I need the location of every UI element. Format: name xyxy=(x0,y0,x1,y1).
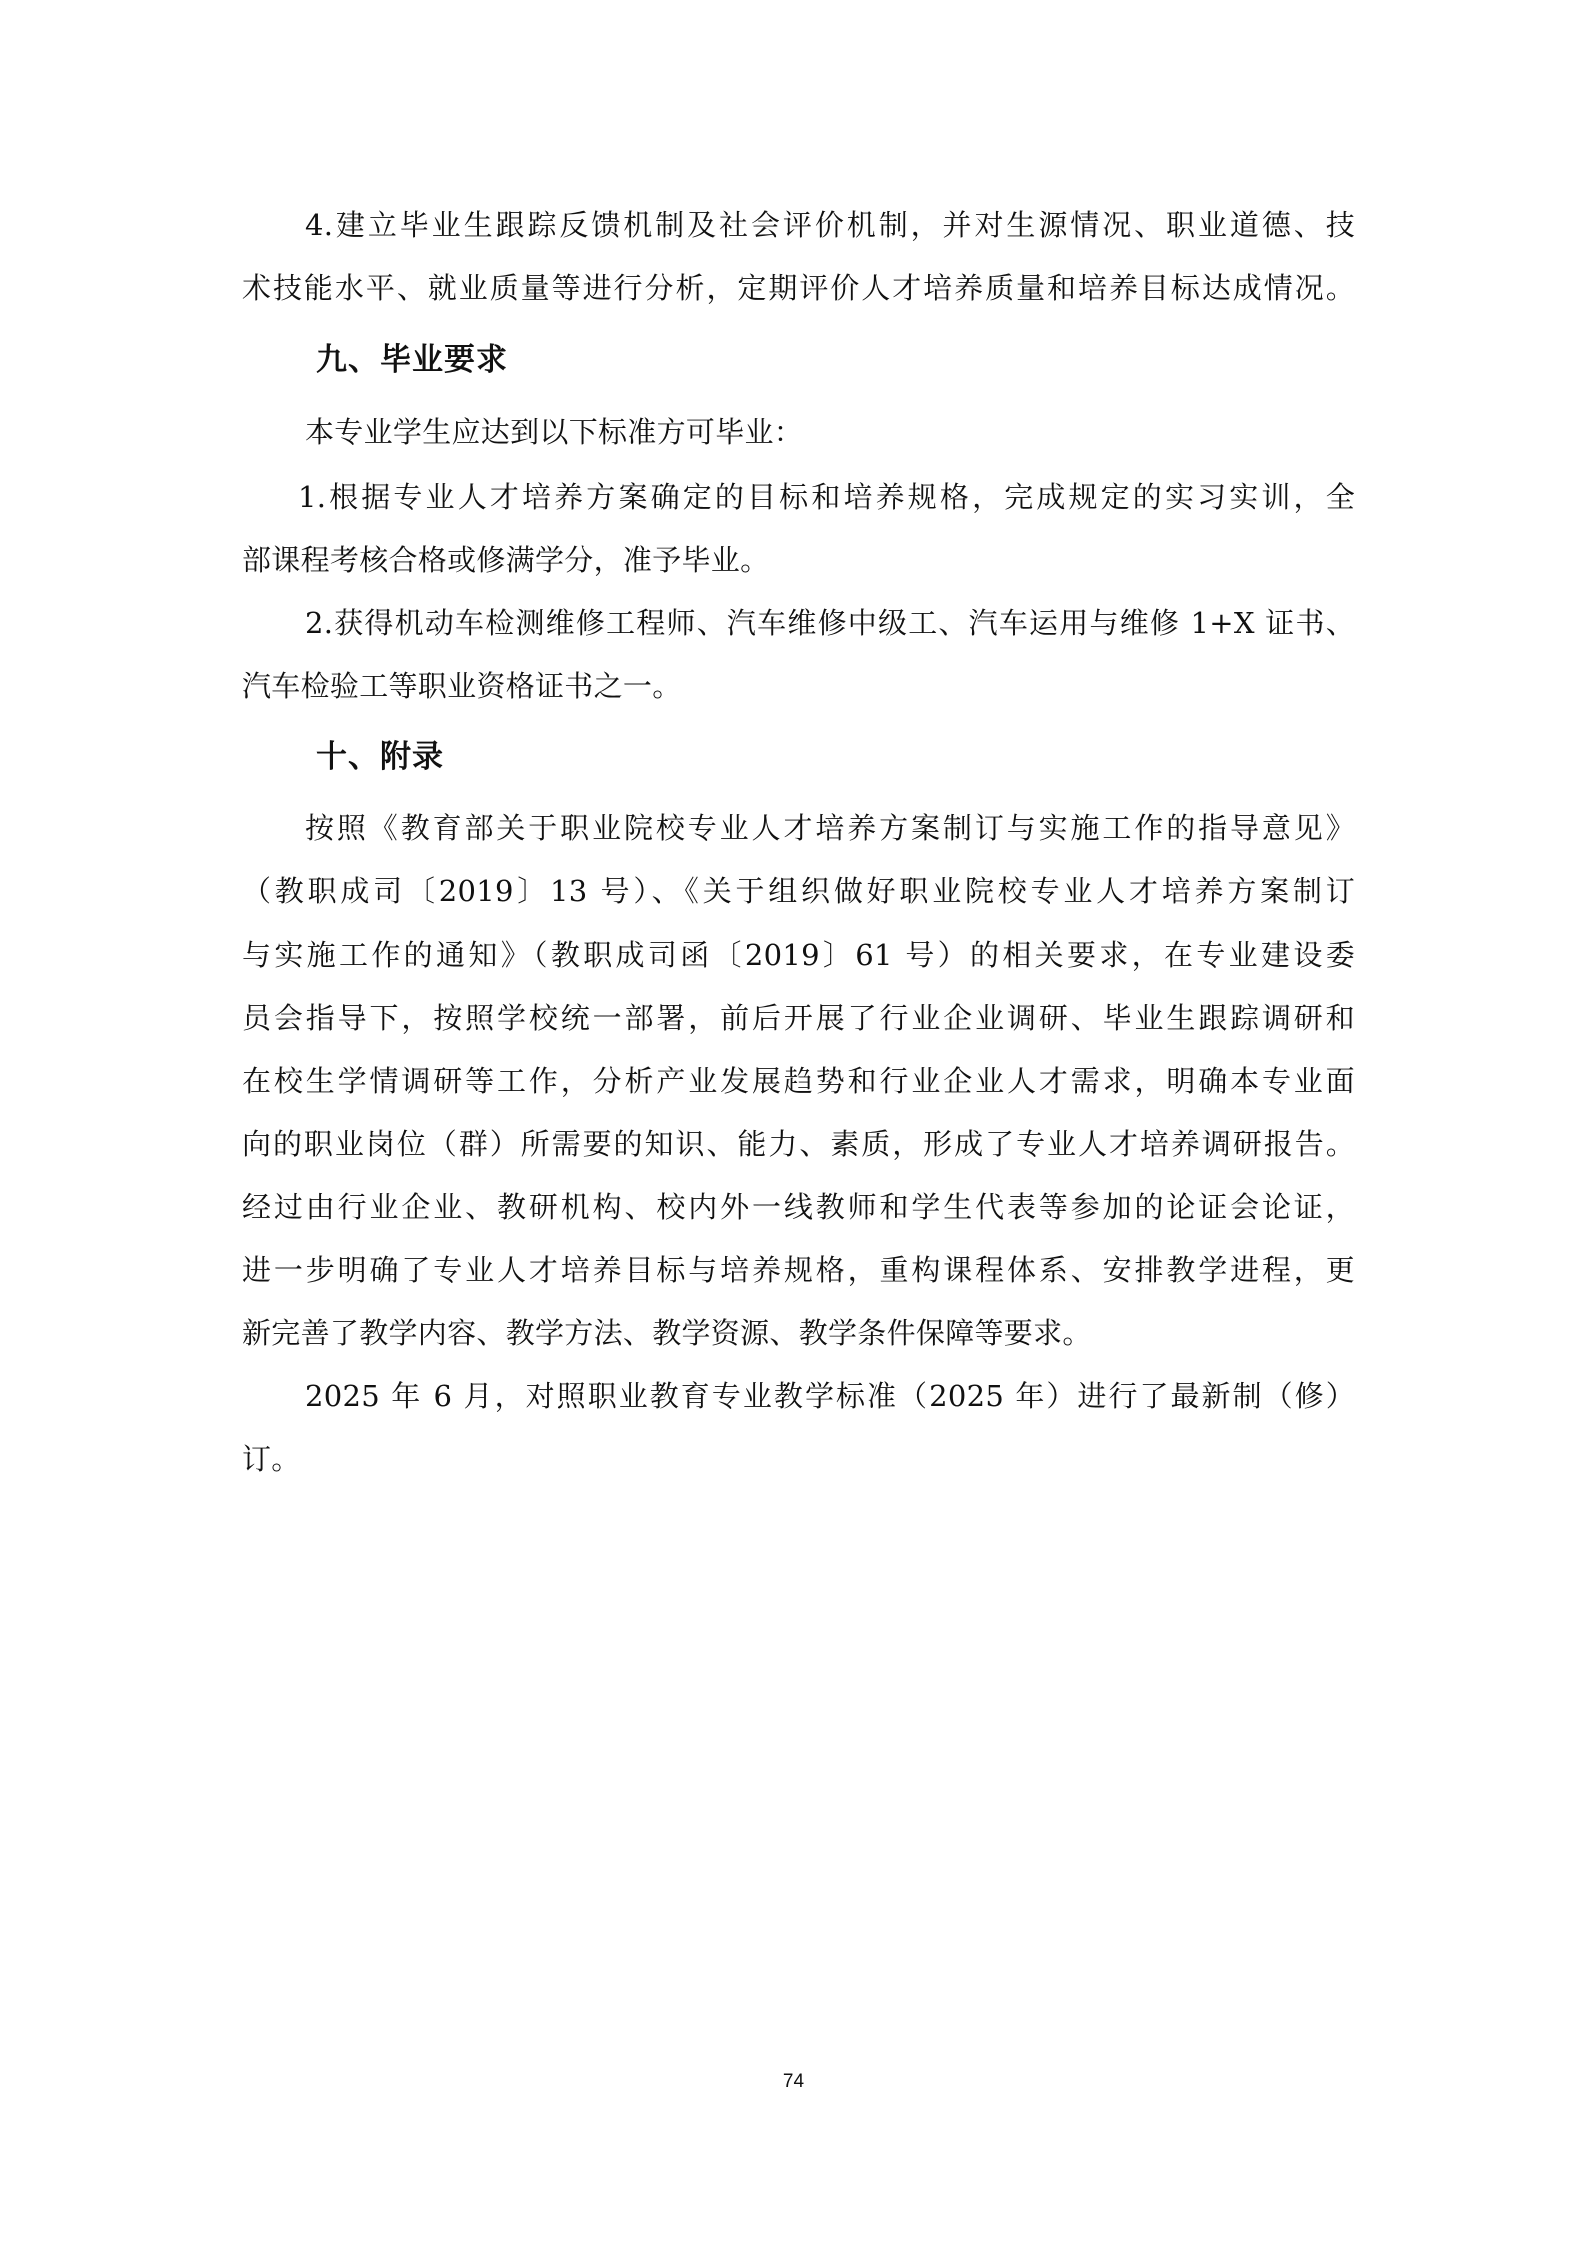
section-9-item-2-line-1: 2.获得机动车检测维修工程师、汽车维修中级工、汽车运用与维修 1+X 证书、 xyxy=(305,606,1355,640)
item-4-line-1: 4.建立毕业生跟踪反馈机制及社会评价机制，并对生源情况、职业道德、技 xyxy=(305,208,1355,242)
appendix-para-1-line-7: 经过由行业企业、教研机构、校内外一线教师和学生代表等参加的论证会论证， xyxy=(242,1190,1355,1224)
appendix-para-1-line-5: 在校生学情调研等工作，分析产业发展趋势和行业企业人才需求，明确本专业面 xyxy=(242,1064,1355,1098)
appendix-para-1-line-9: 新完善了教学内容、教学方法、教学资源、教学条件保障等要求。 xyxy=(242,1316,1092,1350)
appendix-para-1-line-1: 按照《教育部关于职业院校专业人才培养方案制订与实施工作的指导意见》 xyxy=(305,811,1355,845)
appendix-para-2-line-2: 订。 xyxy=(242,1442,301,1476)
appendix-para-1-line-8: 进一步明确了专业人才培养目标与培养规格，重构课程体系、安排教学进程，更 xyxy=(242,1253,1355,1287)
appendix-para-1-line-6: 向的职业岗位（群）所需要的知识、能力、素质，形成了专业人才培养调研报告。 xyxy=(242,1127,1355,1161)
section-9-intro: 本专业学生应达到以下标准方可毕业： xyxy=(305,415,804,449)
section-9-item-2-line-2: 汽车检验工等职业资格证书之一。 xyxy=(242,669,682,703)
appendix-para-2-line-1: 2025 年 6 月，对照职业教育专业教学标准（2025 年）进行了最新制（修） xyxy=(305,1379,1355,1413)
section-9-item-1-line-1: 1.根据专业人才培养方案确定的目标和培养规格，完成规定的实习实训，全 xyxy=(298,480,1355,514)
page-number: 74 xyxy=(782,2071,805,2092)
section-9-heading: 九、毕业要求 xyxy=(316,342,508,378)
section-10-heading: 十、附录 xyxy=(316,739,444,775)
section-9-item-1-line-2: 部课程考核合格或修满学分，准予毕业。 xyxy=(242,543,770,577)
appendix-para-1-line-4: 员会指导下，按照学校统一部署，前后开展了行业企业调研、毕业生跟踪调研和 xyxy=(242,1001,1355,1035)
item-4-line-2: 术技能水平、就业质量等进行分析，定期评价人才培养质量和培养目标达成情况。 xyxy=(242,271,1355,305)
appendix-para-1-line-3: 与实施工作的通知》（教职成司函〔2019〕61 号）的相关要求，在专业建设委 xyxy=(242,938,1355,972)
appendix-para-1-line-2: （教职成司〔2019〕13 号）、《关于组织做好职业院校专业人才培养方案制订 xyxy=(242,874,1355,908)
